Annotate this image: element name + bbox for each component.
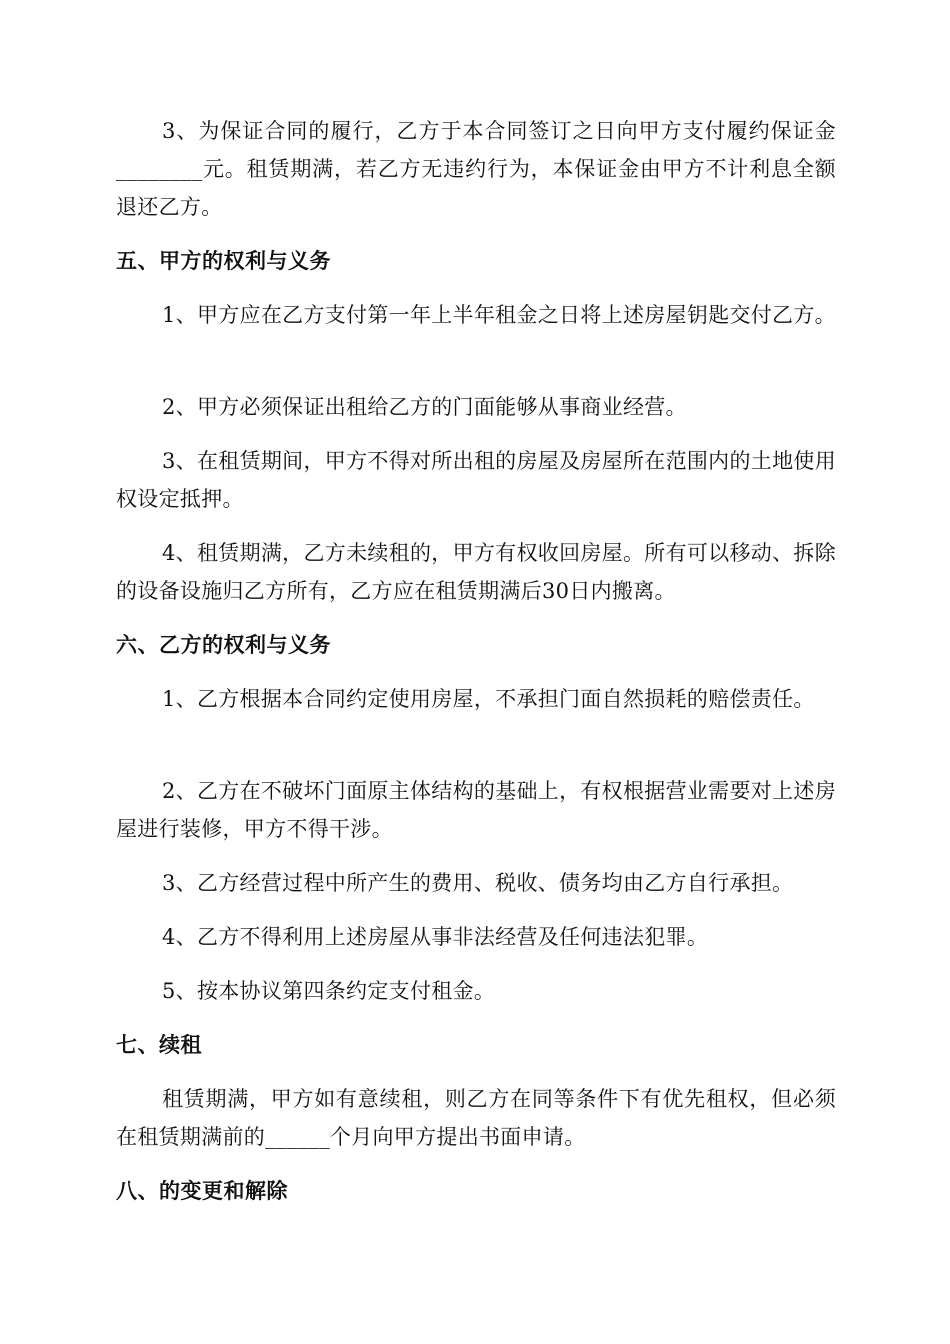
paragraph-5-2: 2、甲方必须保证出租给乙方的门面能够从事商业经营。 xyxy=(162,395,687,419)
section-heading-7: 七、续租 xyxy=(116,1033,202,1057)
paragraph-5-4: 4、租赁期满，乙方未续租的，甲方有权收回房屋。所有可以移动、拆除的设备设施归乙方所有，乙方应在租赁期满后30日内搬离。 xyxy=(116,541,836,603)
paragraph-6-4: 4、乙方不得利用上述房屋从事非法经营及任何违法犯罪。 xyxy=(162,925,709,949)
section-heading-6: 六、乙方的权利与义务 xyxy=(116,633,331,657)
paragraph-6-3: 3、乙方经营过程中所产生的费用、税收、债务均由乙方自行承担。 xyxy=(162,871,794,895)
paragraph-6-2: 2、乙方在不破坏门面原主体结构的基础上，有权根据营业需要对上述房屋进行装修，甲方不得干涉。 xyxy=(116,779,836,841)
paragraph-5-1: 1、甲方应在乙方支付第一年上半年租金之日将上述房屋钥匙交付乙方。 xyxy=(162,303,836,327)
paragraph-6-1: 1、乙方根据本合同约定使用房屋，不承担门面自然损耗的赔偿责任。 xyxy=(162,687,815,711)
paragraph-5-3: 3、在租赁期间，甲方不得对所出租的房屋及房屋所在范围内的土地使用权设定抵押。 xyxy=(116,449,836,511)
paragraph-7: 租赁期满，甲方如有意续租，则乙方在同等条件下有优先租权，但必须在租赁期满前的______个月向甲方提出书面申请。 xyxy=(116,1087,836,1149)
paragraph-6-5: 5、按本协议第四条约定支付租金。 xyxy=(162,979,496,1003)
section-heading-8: 八、的变更和解除 xyxy=(116,1179,288,1203)
paragraph-deposit: 3、为保证合同的履行，乙方于本合同签订之日向甲方支付履约保证金________元。租赁期满，若乙方无违约行为，本保证金由甲方不计利息全额退还乙方。 xyxy=(116,119,836,219)
section-heading-5: 五、甲方的权利与义务 xyxy=(116,249,331,273)
